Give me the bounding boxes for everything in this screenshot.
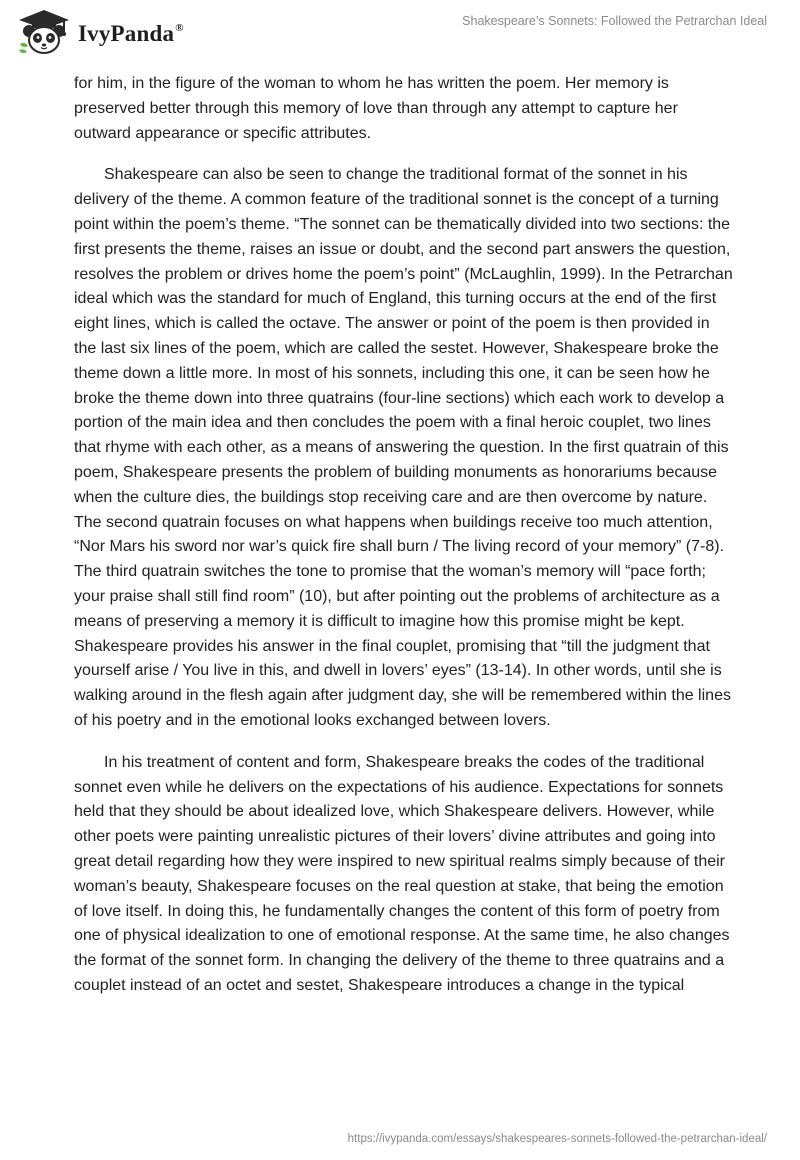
brand-text: IvyPanda <box>78 21 175 46</box>
document-title: Shakespeare’s Sonnets: Followed the Petrarchan Ideal <box>462 14 767 28</box>
ivypanda-logo-icon[interactable] <box>16 8 72 56</box>
paragraph-3: In his treatment of content and form, Shakespeare breaks the codes of the traditional sonnet even while he delivers on the expectations of his audience. Expectations for sonnets held that they should be about idealized love, which Shakespeare delivers. However, while other poets were painting unrealistic pictures of their lovers’ divine attributes and going into great detail regarding how they were inspired to new spiritual realms simply because of their woman’s beauty, Shakespeare focuses on the real question at stake, that being the emotion of love itself. In doing this, he fundamentally changes the content of this form of poetry from one of physical idealization to one of emotional response. At the same time, he also changes the format of the sonnet form. In changing the delivery of the theme to three quatrains and a couplet instead of an octet and sestet, Shakespeare introduces a change in the typical <box>74 753 730 994</box>
paragraph-2: Shakespeare can also be seen to change the traditional format of the sonnet in his delivery of the theme. A common feature of the traditional sonnet is the concept of a turning point within the poem’s theme. “The sonnet can be thematically divided into two sections: the first presents the theme, raises an issue or doubt, and the second part answers the question, resolves the problem or drives home the poem’s point” (McLaughlin, 1999). In the Petrarchan ideal which was the standard for much of England, this turning occurs at the end of the first eight lines, which is called the octave. The answer or point of the poem is then provided in the last six lines of the poem, which are called the sestet. However, Shakespeare broke the theme down a little more. In most of his sonnets, including this one, it can be seen how he broke the theme down into three quatrains (four-line sections) which each work to develop a portion of the main idea and then concludes the poem with a final heroic couplet, two lines that rhyme with each other, as a means of answering the question. In the first quatrain of this poem, Shakespeare presents the problem of building monuments as honorariums because when the culture dies, the buildings stop receiving care and are then overcome by nature. The second quatrain focuses on what happens when buildings receive too much attention, “Nor Mars his sword nor war’s quick fire shall burn / The living record of your memory” (7-8). The third quatrain switches the tone to promise that the woman’s memory will “pace forth; your praise shall still find room” (10), but after pointing out the problems of architecture as a means of preserving a memory it is difficult to imagine how this promise might be kept. Shakespeare provides his answer in the final couplet, promising that “till the judgment that yourself arise / You live in this, and dwell in lovers’ eyes” (13-14). In other words, until she is walking around in the flesh again after judgment day, she will be remembered within the lines of his poetry and in the emotional looks exchanged between lovers. <box>74 166 733 729</box>
essay-body <box>74 72 734 1016</box>
panda-graduate-icon <box>16 8 72 56</box>
brand-name[interactable] <box>78 21 184 47</box>
paragraph-1: for him, in the figure of the woman to whom he has written the poem. Her memory is preserved better through this memory of love than through any attempt to capture her outward appearance or specific attributes. <box>74 75 678 142</box>
page-header <box>0 0 800 70</box>
source-url-link[interactable]: https://ivypanda.com/essays/shakespeares-sonnets-followed-the-petrarchan-ideal/ <box>347 1133 767 1145</box>
registered-mark: ® <box>175 22 184 34</box>
